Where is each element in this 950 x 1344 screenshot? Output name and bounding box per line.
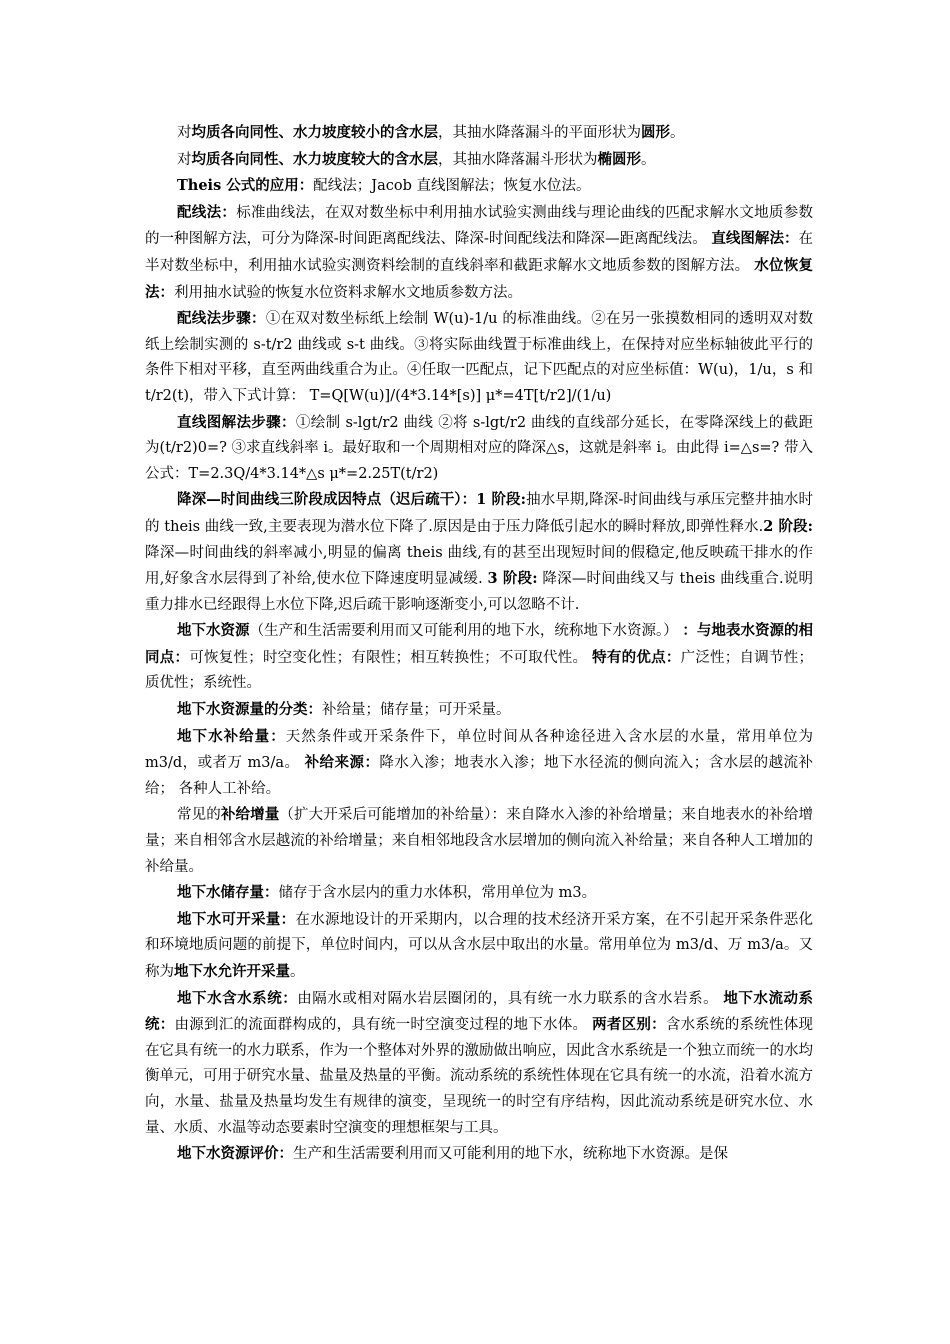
text-run: 广泛性；自调节性；质优性；系统性。 bbox=[145, 649, 814, 692]
text-run: 可恢复性；时空变化性；有限性；相互转换性；不可取代性。 bbox=[189, 649, 593, 666]
text-run: ①绘制 s-lgt/r2 曲线 ②将 s-lgt/r2 曲线的直线部分延长，在零降深线上的截距为(t/r2)0=? ③求直线斜率 i。最好取和一个周期相对应的降深△s，这就是斜率 i。由此得 i=△s=? 带入公式：T=2.3Q/4*3.14*△s μ*=2.25T(t/r2) bbox=[145, 414, 813, 482]
text-run: （生产和生活需要利用而又可能利用的地下水，统称地下水资源。） bbox=[249, 623, 683, 640]
text-run: 。 bbox=[290, 964, 305, 980]
text-run-bold: 均质各向同性、水力坡度较大的含水层 bbox=[191, 150, 438, 168]
text-run: 标准曲线法，在双对数坐标中利用抽水试验实测曲线与理论曲线的匹配求解水文地质参数的一种图解方法，可分为降深-时间距离配线法、降深-时间配线法和降深—距离配线法。 bbox=[145, 204, 814, 248]
text-run-bold: 2 阶段: bbox=[763, 517, 813, 535]
text-run: ，其抽水降落漏斗的平面形状为 bbox=[438, 125, 641, 141]
text-run-bold: 降深—时间曲线三阶段成因特点（迟后疏干）：1 阶段: bbox=[177, 491, 526, 509]
text-run: 天然条件或开采条件下，单位时间从各种途径进入含水层的水量，常用单位为 m3/d，或者万 m3/a。 bbox=[145, 728, 814, 772]
text-run-bold: Theis 公式的应用： bbox=[177, 177, 314, 195]
paragraph-drawdown-stages bbox=[145, 487, 813, 618]
text-run-bold: 3 阶段: bbox=[487, 570, 538, 588]
text-run-bold: 地下水流动系统： bbox=[145, 989, 814, 1034]
paragraph-storage-amount bbox=[145, 880, 813, 907]
paragraph-theis-application bbox=[145, 173, 813, 200]
text-run: 抽水早期,降深-时间曲线与承压完整井抽水时的 theis 曲线一致,主要表现为潜水位下降了.原因是由于压力降低引起水的瞬时释放,即弹性释水. bbox=[145, 492, 813, 535]
text-run-bold: 直线图解法： bbox=[711, 230, 799, 248]
paragraph-matching-steps bbox=[145, 306, 813, 409]
text-run: 储存于含水层内的重力水体积，常用单位为 m3。 bbox=[278, 885, 597, 902]
text-run: 在半对数坐标中，利用抽水试验实测资料绘制的直线斜率和截距求解水文地质参数的图解方法。 bbox=[145, 231, 813, 274]
text-run-bold: 地下水资源评价： bbox=[177, 1145, 293, 1163]
text-run-bold: 椭圆形 bbox=[597, 150, 641, 168]
text-run: 补给量；储存量；可开采量。 bbox=[322, 702, 511, 719]
text-run: 在水源地设计的开采期内，以合理的技术经济开采方案，在不引起开采条件恶化和环境地质问题的前提下，单位时间内，可以从含水层中取出的水量。常用单位为 m3/d、万 m3/a。又称为 bbox=[145, 911, 814, 980]
paragraph-resource-evaluation bbox=[145, 1141, 813, 1168]
paragraph-recharge-amount bbox=[145, 724, 813, 803]
text-run-bold: 补给增量 bbox=[220, 806, 280, 824]
text-run: 降深—时间曲线的斜率减小,明显的偏离 theis 曲线,有的甚至出现短时间的假稳定,他反映疏干排水的作用,好象含水层得到了补给,使水位下降速度明显减缓. bbox=[145, 544, 813, 588]
text-run: 常见的 bbox=[177, 807, 221, 824]
text-run-bold: 两者区别： bbox=[592, 1016, 666, 1034]
text-run: 对 bbox=[177, 125, 192, 141]
text-run-bold: 配线法： bbox=[177, 203, 237, 221]
text-run: 降深—时间曲线又与 theis 曲线重合.说明重力排水已经跟得上水位下降,迟后疏干影响逐渐变小,可以忽略不计. bbox=[145, 571, 814, 613]
text-run: （扩大开采后可能增加的补给量）：来自降水入渗的补给增量；来自地表水的补给增量；来自相邻含水层越流的补给增量；来自相邻地段含水层增加的侧向流入补给量；来自各种人工增加的补给量。 bbox=[145, 807, 814, 875]
text-run-bold: 均质各向同性、水力坡度较小的含水层 bbox=[191, 124, 438, 141]
text-run: 含水系统的系统性体现在它具有统一的水力联系，作为一个整体对外界的激励做出响应，因此含水系统是一个独立而统一的水均衡单元，可用于研究水量、盐量及热量的平衡。流动系统的系统性体现在它具有统一的水流，沿着水流方向，水量、盐量及热量均发生有规律的演变，呈现统一的时空有序结构，因此流动系统是研究水位、水量、水质、水温等动态要素时空演变的理想框架与工具。 bbox=[145, 1017, 814, 1136]
text-run: 由源到汇的流面群构成的，具有统一时空演变过程的地下水体。 bbox=[174, 1017, 593, 1034]
text-run: 利用抽水试验的恢复水位资料求解水文地质参数方法。 bbox=[174, 284, 522, 301]
text-run: ①在双对数坐标纸上绘制 W(u)-1/u 的标准曲线。②在另一张摸数相同的透明双对数纸上绘制实测的 s-t/r2 曲线或 s-t 曲线。③将实际曲线置于标准曲线上，在保持对应坐标轴彼此平行的条件下相对平移，直至两曲线重合为止。④任取一匹配点，记下匹配点的对应坐标值：W(u)，1/u，s 和 t/r2(t)，带入下式计算： T=Q[W(u)]/(4*3.14*[s)] μ*=4T[t/r2]/(1/u) bbox=[145, 311, 813, 404]
text-run-bold: 地下水资源 bbox=[177, 622, 250, 640]
paragraph-aquifer-systems bbox=[145, 986, 813, 1142]
paragraph-resource-classification bbox=[145, 697, 813, 724]
text-run-bold: 地下水储存量： bbox=[177, 884, 279, 902]
document-body bbox=[145, 120, 813, 1168]
text-run-bold: 地下水资源量的分类： bbox=[177, 701, 322, 719]
paragraph-exploitable-amount bbox=[145, 907, 813, 986]
text-run: 由隔水或相对隔水岩层圈闭的，具有统一水力联系的含水岩系。 bbox=[297, 990, 724, 1007]
text-run-bold: 水位恢复法： bbox=[145, 256, 814, 301]
text-run-bold: 地下水含水系统： bbox=[177, 989, 298, 1007]
text-run-bold: 圆形 bbox=[641, 124, 670, 141]
text-run-bold: 特有的优点： bbox=[592, 648, 681, 666]
paragraph-recharge-increment bbox=[145, 802, 813, 880]
text-run: 降水入渗；地表水入渗；地下水径流的侧向流入；含水层的越流补给； 各种人工补给。 bbox=[145, 755, 814, 797]
paragraph-funnel-ellipse bbox=[145, 147, 813, 174]
text-run: 。 bbox=[641, 151, 656, 168]
text-run-bold: ：与地表水资源的相同点： bbox=[145, 622, 814, 666]
text-run: 。 bbox=[670, 125, 685, 141]
text-run-bold: 直线图解法步骤： bbox=[177, 413, 296, 431]
text-run: ，其抽水降落漏斗形状为 bbox=[438, 151, 598, 168]
paragraph-straight-line-steps bbox=[145, 410, 813, 488]
text-run: 生产和生活需要利用而又可能利用的地下水，统称地下水资源。是保 bbox=[293, 1146, 728, 1163]
text-run-bold: 地下水补给量： bbox=[177, 727, 286, 745]
text-run-bold: 配线法步骤： bbox=[177, 310, 266, 328]
text-run-bold: 地下水允许开采量 bbox=[174, 963, 290, 980]
paragraph-funnel-circle bbox=[145, 120, 813, 147]
text-run: 对 bbox=[177, 151, 192, 168]
text-run-bold: 补给来源： bbox=[304, 754, 380, 772]
text-run: 配线法；Jacob 直线图解法；恢复水位法。 bbox=[313, 178, 591, 195]
paragraph-groundwater-resources bbox=[145, 618, 813, 697]
text-run-bold: 地下水可开采量： bbox=[177, 910, 296, 928]
paragraph-matching-method bbox=[145, 200, 813, 306]
